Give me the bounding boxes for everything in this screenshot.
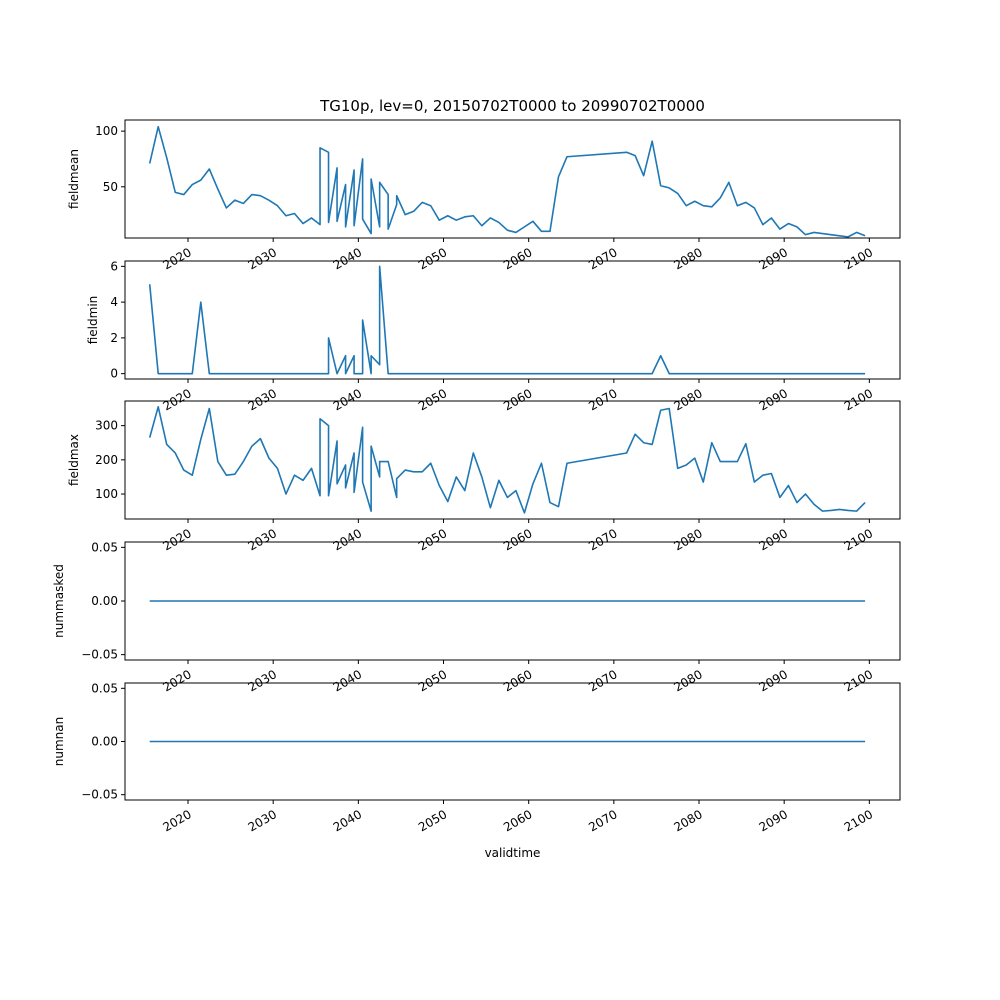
numnan-xtick-label: 2060 <box>501 807 535 835</box>
fieldmean-xtick-label: 2040 <box>330 245 365 273</box>
fieldmax-ytick-label: 100 <box>95 487 118 502</box>
numnan-ytick-label: −0.05 <box>81 787 118 802</box>
x-axis-label: validtime <box>484 846 541 860</box>
fieldmax-xtick-label: 2050 <box>415 526 450 554</box>
fieldmin-ytick-label: 0 <box>110 366 118 381</box>
fieldmin-xtick-label: 2040 <box>330 386 365 414</box>
fieldmean-xtick-label: 2060 <box>501 245 535 273</box>
numnan-xtick-label: 2050 <box>415 807 450 835</box>
fieldmin-xtick-label: 2070 <box>586 386 620 414</box>
nummasked-xtick-label: 2100 <box>841 667 876 695</box>
fieldmean-xtick-label: 2020 <box>160 245 194 273</box>
nummasked-xtick-label: 2090 <box>756 667 791 695</box>
nummasked-xtick-label: 2070 <box>586 667 620 695</box>
chart-title: TG10p, lev=0, 20150702T0000 to 20990702T0000 <box>320 97 705 115</box>
fieldmax-xtick-label: 2090 <box>756 526 791 554</box>
nummasked-xtick-label: 2080 <box>671 667 705 695</box>
fieldmean-xtick-label: 2050 <box>415 245 450 273</box>
fieldmin-ylabel: fieldmin <box>86 295 100 345</box>
fieldmin-xtick-label: 2060 <box>501 386 535 414</box>
numnan-ytick-label: 0.00 <box>91 734 118 749</box>
fieldmin-xtick-label: 2050 <box>415 386 450 414</box>
fieldmean-xtick-label: 2100 <box>841 245 876 273</box>
fieldmax-xtick-label: 2040 <box>330 526 365 554</box>
nummasked-ytick-label: −0.05 <box>81 647 118 662</box>
fieldmin-xtick-label: 2080 <box>671 386 705 414</box>
fieldmax-xtick-label: 2100 <box>841 526 876 554</box>
nummasked-xtick-label: 2030 <box>245 667 280 695</box>
fieldmean-ylabel: fieldmean <box>67 149 81 209</box>
numnan-ylabel: numnan <box>52 716 66 767</box>
fieldmin-ytick-label: 4 <box>110 295 118 310</box>
fieldmin-ytick-label: 2 <box>110 330 118 345</box>
nummasked-ylabel: nummasked <box>52 564 66 638</box>
fieldmax-xtick-label: 2020 <box>160 526 194 554</box>
numnan-xtick-label: 2020 <box>160 807 194 835</box>
nummasked-xtick-label: 2060 <box>501 667 535 695</box>
nummasked-xtick-label: 2050 <box>415 667 450 695</box>
fieldmax-ylabel: fieldmax <box>67 433 81 487</box>
fieldmean-xtick-label: 2080 <box>671 245 705 273</box>
fieldmin-xtick-label: 2030 <box>245 386 280 414</box>
numnan-xtick-label: 2070 <box>586 807 620 835</box>
nummasked-ytick-label: 0.05 <box>91 540 118 555</box>
fieldmin-xtick-label: 2020 <box>160 386 194 414</box>
fieldmax-xtick-label: 2080 <box>671 526 705 554</box>
fieldmean-ytick-label: 100 <box>95 124 118 139</box>
fieldmax-ytick-label: 200 <box>95 452 118 467</box>
numnan-xtick-label: 2080 <box>671 807 705 835</box>
nummasked-xtick-label: 2020 <box>160 667 194 695</box>
numnan-ytick-label: 0.05 <box>91 681 118 696</box>
fieldmin-xtick-label: 2090 <box>756 386 791 414</box>
fieldmax-xtick-label: 2060 <box>501 526 535 554</box>
fieldmax-xtick-label: 2070 <box>586 526 620 554</box>
fieldmin-xtick-label: 2100 <box>841 386 876 414</box>
numnan-xtick-label: 2090 <box>756 807 791 835</box>
fieldmean-xtick-label: 2090 <box>756 245 791 273</box>
fieldmin-ytick-label: 6 <box>110 259 118 274</box>
numnan-xtick-label: 2100 <box>841 807 876 835</box>
numnan-xtick-label: 2040 <box>330 807 365 835</box>
fieldmean-ytick-label: 50 <box>102 179 118 194</box>
numnan-xtick-label: 2030 <box>245 807 280 835</box>
fieldmax-ytick-label: 300 <box>95 418 118 433</box>
fieldmean-xtick-label: 2070 <box>586 245 620 273</box>
nummasked-ytick-label: 0.00 <box>91 594 118 608</box>
nummasked-xtick-label: 2040 <box>330 667 365 695</box>
fieldmean-xtick-label: 2030 <box>245 245 280 273</box>
fieldmax-xtick-label: 2030 <box>245 526 280 554</box>
